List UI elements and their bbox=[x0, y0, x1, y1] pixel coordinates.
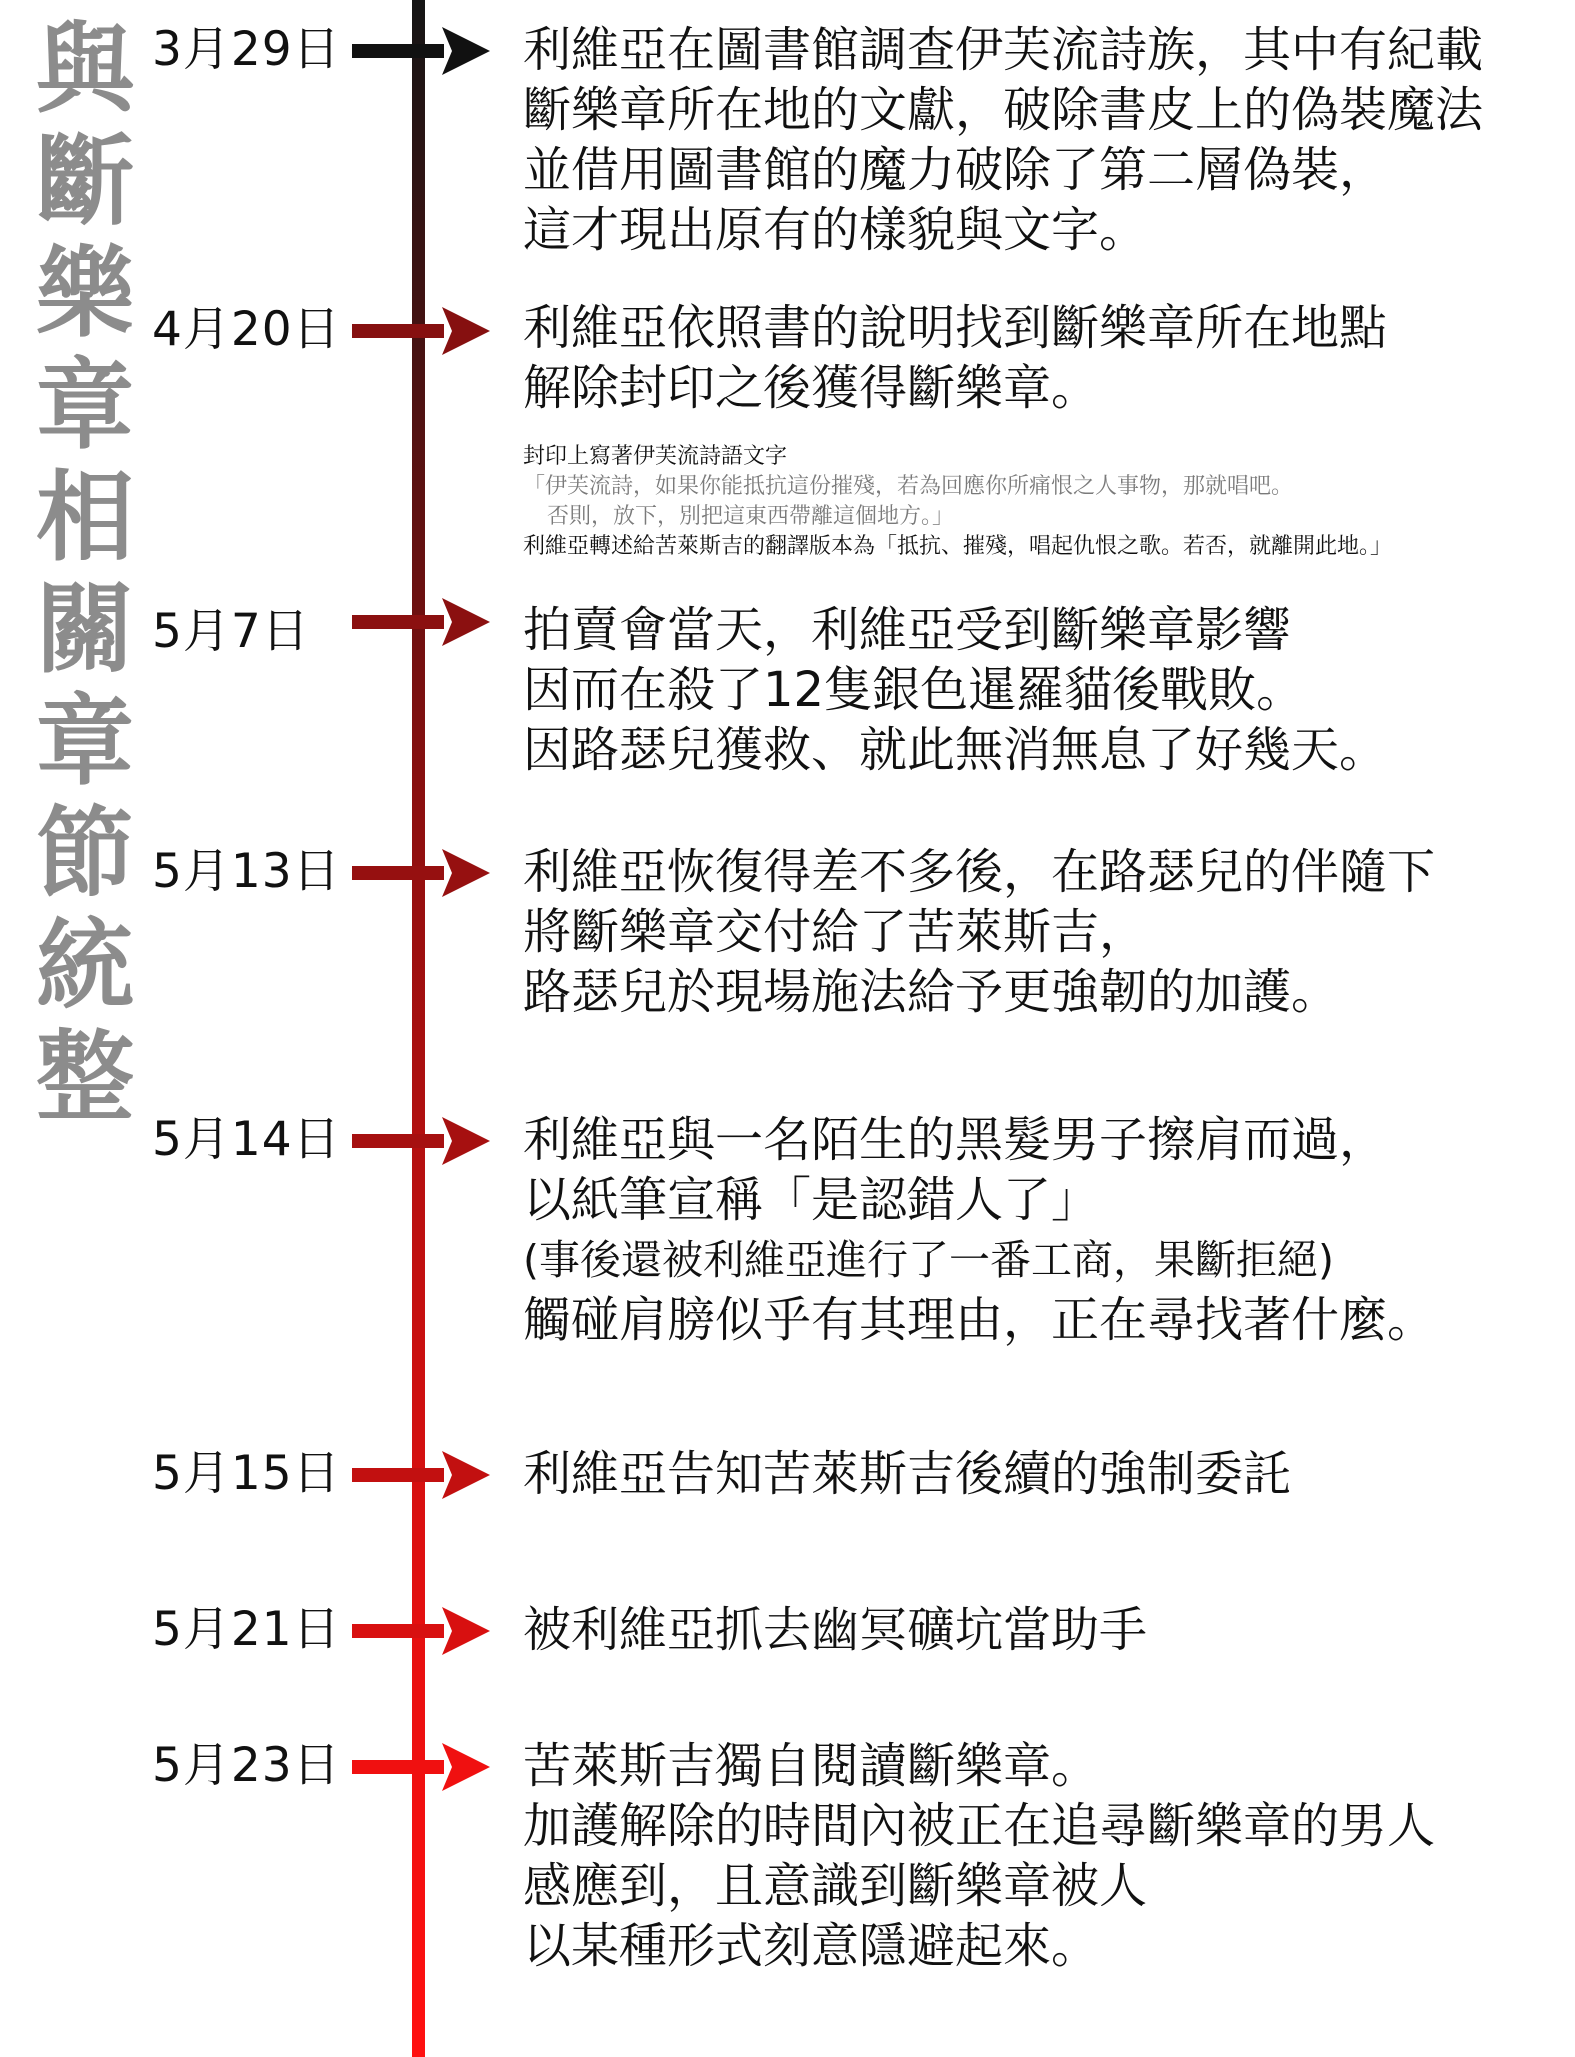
arrow-shaft bbox=[352, 44, 444, 58]
event-line: 路瑟兒於現場施法給予更強韌的加護。 bbox=[523, 964, 1340, 1020]
arrow-icon bbox=[352, 1117, 490, 1165]
title-char: 章 bbox=[35, 348, 134, 463]
title-char: 斷 bbox=[35, 124, 134, 239]
arrow-head bbox=[442, 307, 490, 355]
title-char: 相 bbox=[35, 460, 134, 575]
arrow-shaft bbox=[352, 1468, 444, 1482]
arrow-head bbox=[442, 849, 490, 897]
arrow-shaft bbox=[352, 1134, 444, 1148]
event-line: (事後還被利維亞進行了一番工商，果斷拒絕) bbox=[523, 1236, 1334, 1284]
event-line: 因而在殺了12隻銀色暹羅貓後戰敗。 bbox=[523, 662, 1305, 718]
arrow-icon bbox=[352, 1607, 490, 1655]
event-description bbox=[523, 20, 1563, 260]
event-date: 5月23日 bbox=[152, 1738, 341, 1793]
event-description bbox=[523, 1110, 1563, 1350]
title-char: 章 bbox=[35, 684, 134, 799]
event-date: 5月15日 bbox=[152, 1446, 341, 1501]
event-line: 因路瑟兒獲救、就此無消無息了好幾天。 bbox=[523, 722, 1388, 778]
arrow-icon bbox=[352, 1743, 490, 1791]
page-title bbox=[30, 14, 140, 1134]
event-line: 利維亞告知苦萊斯吉後續的強制委託 bbox=[523, 1446, 1292, 1502]
event-date: 5月21日 bbox=[152, 1602, 341, 1657]
event-date: 4月20日 bbox=[152, 302, 341, 357]
event-line: 斷樂章所在地的文獻，破除書皮上的偽裝魔法 bbox=[523, 82, 1484, 138]
arrow-icon bbox=[352, 307, 490, 355]
event-line: 以紙筆宣稱「是認錯人了」 bbox=[523, 1172, 1100, 1228]
arrow-head bbox=[442, 1451, 490, 1499]
event-description bbox=[523, 1736, 1563, 1976]
title-char: 節 bbox=[35, 796, 134, 911]
event-line: 被利維亞抓去幽冥礦坑當助手 bbox=[523, 1602, 1148, 1658]
event-line: 苦萊斯吉獨自閱讀斷樂章。 bbox=[523, 1738, 1100, 1794]
event-line: 利維亞恢復得差不多後，在路瑟兒的伴隨下 bbox=[523, 844, 1436, 900]
title-char: 樂 bbox=[35, 236, 134, 351]
event-description bbox=[523, 600, 1563, 780]
arrow-icon bbox=[352, 849, 490, 897]
event-description bbox=[523, 1600, 1563, 1660]
event-line: 這才現出原有的樣貌與文字。 bbox=[523, 202, 1148, 258]
event-line: 以某種形式刻意隱避起來。 bbox=[523, 1918, 1100, 1974]
event-line: 觸碰肩膀似乎有其理由，正在尋找著什麼。 bbox=[523, 1292, 1436, 1348]
seal-inscription-note bbox=[523, 442, 1563, 562]
arrow-icon bbox=[352, 27, 490, 75]
event-line: 拍賣會當天，利維亞受到斷樂章影響 bbox=[523, 602, 1292, 658]
arrow-head bbox=[442, 1743, 490, 1791]
event-line: 利維亞依照書的說明找到斷樂章所在地點 bbox=[523, 300, 1388, 356]
event-line: 利維亞與一名陌生的黑髮男子擦肩而過， bbox=[523, 1112, 1388, 1168]
event-line: 感應到，且意識到斷樂章被人 bbox=[523, 1858, 1148, 1914]
arrow-head bbox=[442, 598, 490, 646]
event-line: 利維亞在圖書館調查伊芙流詩族，其中有紀載 bbox=[523, 22, 1484, 78]
arrow-shaft bbox=[352, 1760, 444, 1774]
arrow-head bbox=[442, 1607, 490, 1655]
event-date: 3月29日 bbox=[152, 22, 341, 77]
arrow-head bbox=[442, 27, 490, 75]
event-line: 解除封印之後獲得斷樂章。 bbox=[523, 360, 1100, 416]
title-char: 統 bbox=[35, 908, 134, 1023]
arrow-shaft bbox=[352, 324, 444, 338]
event-date: 5月7日 bbox=[152, 604, 310, 659]
arrow-icon bbox=[352, 1451, 490, 1499]
arrow-shaft bbox=[352, 615, 444, 629]
title-char: 關 bbox=[35, 572, 134, 687]
event-date: 5月14日 bbox=[152, 1112, 341, 1167]
arrow-icon bbox=[352, 598, 490, 646]
event-description bbox=[523, 1444, 1563, 1504]
event-date: 5月13日 bbox=[152, 844, 341, 899]
title-char: 整 bbox=[35, 1020, 134, 1135]
event-line: 將斷樂章交付給了苦萊斯吉， bbox=[523, 904, 1148, 960]
arrow-shaft bbox=[352, 1624, 444, 1638]
note-quote: 否則，放下，別把這東西帶離這個地方。」 bbox=[547, 504, 955, 529]
note-heading: 封印上寫著伊芙流詩語文字 bbox=[523, 444, 788, 469]
title-char: 與 bbox=[35, 12, 134, 127]
note-translation: 利維亞轉述給苦萊斯吉的翻譯版本為「抵抗、摧殘，唱起仇恨之歌。若否，就離開此地。」 bbox=[523, 534, 1393, 559]
event-line: 並借用圖書館的魔力破除了第二層偽裝， bbox=[523, 142, 1388, 198]
event-description bbox=[523, 298, 1563, 418]
event-description bbox=[523, 842, 1563, 1022]
event-line: 加護解除的時間內被正在追尋斷樂章的男人 bbox=[523, 1798, 1436, 1854]
arrow-head bbox=[442, 1117, 490, 1165]
note-quote: 「伊芙流詩，如果你能抵抗這份摧殘，若為回應你所痛恨之人事物，那就唱吧。 bbox=[523, 474, 1294, 499]
arrow-shaft bbox=[352, 866, 444, 880]
